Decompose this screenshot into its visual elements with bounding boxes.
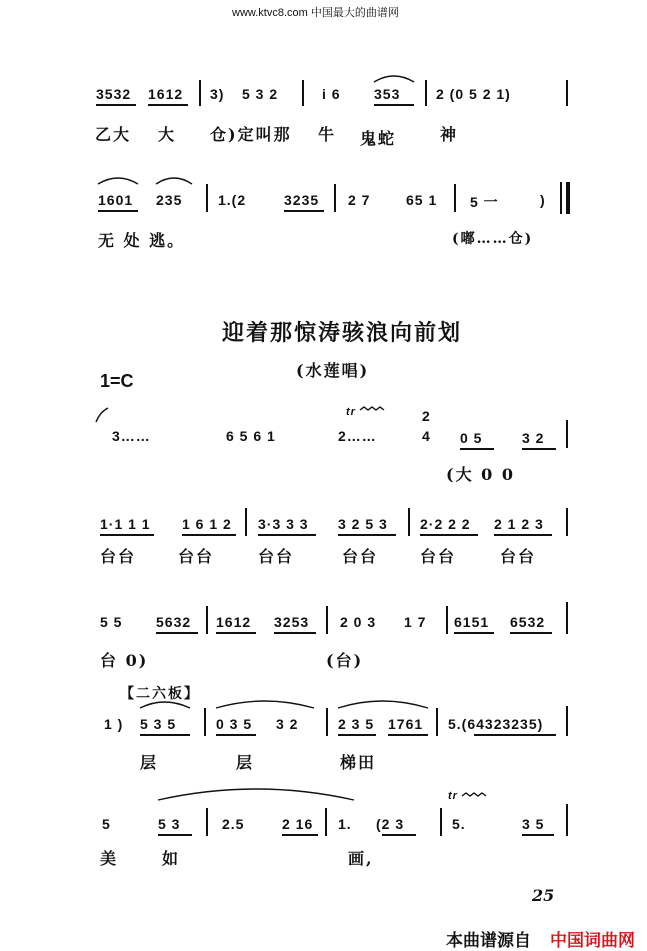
lyric: 无 处 逃。 — [98, 231, 186, 250]
note-group: 1. — [338, 816, 352, 832]
lyric: 台台 — [500, 547, 537, 566]
note-group: 5. — [452, 816, 466, 832]
note-group: 1612 — [216, 614, 252, 630]
song-title: 迎着那惊涛骇浪向前划 — [222, 321, 463, 346]
note-group: 3 2 — [522, 430, 545, 446]
page-number: 25 — [532, 886, 555, 905]
lyric: 台台 — [342, 547, 379, 566]
lyric: 鬼蛇 — [360, 129, 397, 148]
note-group: 1761 — [388, 716, 424, 732]
lyric: 梯田 — [340, 753, 377, 772]
note-group: 5 3 2 — [242, 86, 279, 102]
note-group: 1 6 1 2 — [182, 516, 232, 532]
footer-source: 本曲谱源自 — [446, 931, 531, 951]
lyric-percussion: (大 0 0 — [446, 465, 515, 484]
slur-arc — [374, 76, 414, 82]
note-group: 3 5 — [522, 816, 545, 832]
lyric-percussion: (嘟……仓) — [452, 231, 534, 247]
trill-mark: tr — [448, 790, 458, 802]
slur-arc — [158, 789, 354, 800]
note-group: 3253 — [274, 614, 310, 630]
note-group: ) — [540, 192, 546, 208]
note-group: 1·1 1 1 — [100, 516, 151, 532]
note-group: 0 3 5 — [216, 716, 253, 732]
note-group: 65 1 — [406, 192, 438, 208]
note-group: 2 16 — [282, 816, 314, 832]
site-header: www.ktvc8.com 中国最大的曲谱网 — [232, 7, 399, 19]
note-group: 3235 — [284, 192, 320, 208]
note-group: 5 5 — [100, 614, 123, 630]
note-group: 2…… — [338, 428, 377, 444]
note-group: 3…… — [112, 428, 151, 444]
note-group: 2 1 2 3 — [494, 516, 544, 532]
note-group: 5 一 — [470, 194, 499, 210]
lyric: 美 — [100, 849, 119, 868]
note-group: 1612 — [148, 86, 184, 102]
note-group: 5632 — [156, 614, 192, 630]
lyric: 台台 — [420, 547, 457, 566]
note-group: 1 ) — [104, 716, 124, 732]
note-group: 2 0 3 — [340, 614, 377, 630]
slur-arc — [140, 702, 190, 708]
slur-arc — [216, 701, 314, 708]
lyric: 台台 — [258, 547, 295, 566]
note-group: 1601 — [98, 192, 134, 208]
note-group: 2 7 — [348, 192, 371, 208]
lyric: 如 — [162, 849, 181, 868]
lyric: 台 0) — [100, 651, 149, 670]
lyric: 画, — [348, 849, 374, 868]
trill-mark: tr — [346, 406, 356, 418]
trill-wave — [462, 793, 486, 796]
slur-arc — [98, 178, 138, 184]
lyric: (台) — [326, 651, 364, 670]
note-group: (2 3 — [376, 816, 405, 832]
note-group: 5.(64323235) — [448, 716, 544, 732]
section-label: 【二六板】 — [120, 686, 200, 702]
note-group: 3 2 — [276, 716, 299, 732]
note-group: 1.(2 — [218, 192, 247, 208]
note-group: 0 5 — [460, 430, 483, 446]
note-group: 3) — [210, 86, 225, 102]
lyric: 层 — [140, 753, 159, 772]
key-signature: 1=C — [100, 371, 134, 391]
note-group: 2 3 5 — [338, 716, 375, 732]
note-group: 5 — [102, 816, 111, 832]
note-group: 5 3 — [158, 816, 181, 832]
lyric: 乙大 — [95, 125, 132, 144]
note-group: 5 3 5 — [140, 716, 177, 732]
lyric: 神 — [440, 125, 459, 144]
time-sig-top: 2 — [422, 408, 431, 424]
note-group: i 6 — [322, 86, 341, 102]
note-group: 2.5 — [222, 816, 245, 832]
note-group: 2·2 2 2 — [420, 516, 471, 532]
lyric: 台台 — [100, 547, 137, 566]
lyric: 牛 — [318, 125, 337, 144]
time-sig-bottom: 4 — [422, 428, 431, 444]
lyric: 大 — [158, 125, 177, 144]
slur-arc — [338, 701, 428, 708]
lyric: 台台 — [178, 547, 215, 566]
note-group: 3532 — [96, 86, 132, 102]
singer-note: (水莲唱) — [296, 361, 370, 380]
slur-arc — [96, 408, 108, 422]
lyric: 仓)定叫那 — [210, 125, 292, 144]
note-group: 1 7 — [404, 614, 427, 630]
note-group: 6 5 6 1 — [226, 428, 276, 444]
note-group: 2 (0 5 2 1) — [436, 86, 511, 102]
footer-site: 中国词曲网 — [550, 931, 635, 951]
note-group: 6532 — [510, 614, 546, 630]
note-group: 3 2 5 3 — [338, 516, 388, 532]
note-group: 235 — [156, 192, 183, 208]
note-group: 3·3 3 3 — [258, 516, 309, 532]
trill-wave — [360, 407, 384, 410]
note-group: 353 — [374, 86, 401, 102]
lyric: 层 — [236, 753, 255, 772]
slur-arc — [156, 178, 192, 184]
note-group: 6151 — [454, 614, 490, 630]
